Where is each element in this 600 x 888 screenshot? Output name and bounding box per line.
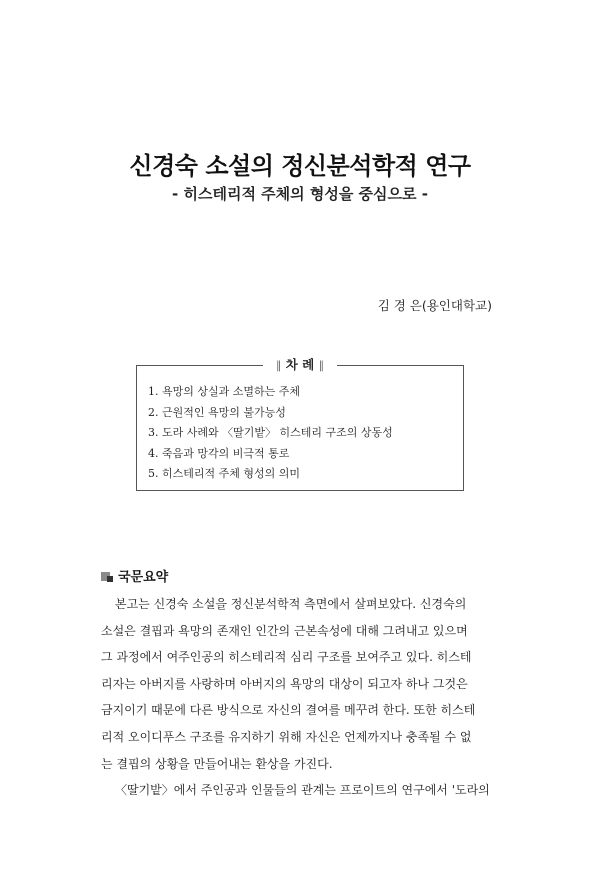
toc-title: 차 례 xyxy=(285,357,315,372)
square-bullet-icon xyxy=(101,569,115,582)
toc-list xyxy=(148,382,393,485)
toc-item: 2. 근원적인 욕망의 불가능성 xyxy=(148,405,286,419)
abstract-line: 〈딸기밭〉에서 주인공과 인물들의 관계는 프로이트의 연구에서 '도라의 xyxy=(115,783,490,798)
toc-bar-left: ∥ xyxy=(275,359,282,372)
abstract-body xyxy=(101,591,499,804)
abstract-line: 리적 오이디푸스 구조를 유지하기 위해 자신은 언제까지나 충족될 수 없 xyxy=(101,729,472,744)
abstract-line: 는 결핍의 상황을 만들어내는 환상을 가진다. xyxy=(101,756,333,771)
paper-subtitle: - 히스테리적 주체의 형성을 중심으로 - xyxy=(172,185,428,203)
toc-item: 3. 도라 사례와 〈딸기밭〉 히스테리 구조의 상동성 xyxy=(148,426,393,440)
abstract-line: 본고는 신경숙 소설을 정신분석학적 측면에서 살펴보았다. 신경숙의 xyxy=(115,597,467,611)
abstract-line: 리자는 아버지를 사랑하며 아버지의 욕망의 대상이 되고자 하나 그것은 xyxy=(101,676,468,691)
toc-item: 4. 죽음과 망각의 비극적 통로 xyxy=(148,446,290,460)
abstract-line: 금지이기 때문에 다른 방식으로 자신의 결여를 메꾸려 한다. 또한 히스테 xyxy=(101,703,476,718)
abstract-heading xyxy=(101,566,168,585)
toc-label xyxy=(263,355,337,373)
abstract-line: 그 과정에서 여주인공의 히스테리적 심리 구조를 보여주고 있다. 히스테 xyxy=(101,650,472,665)
abstract-line: 소설은 결핍과 욕망의 존재인 인간의 근본속성에 대해 그려내고 있으며 xyxy=(101,623,468,638)
toc-item: 5. 히스테리적 주체 형성의 의미 xyxy=(148,467,300,481)
toc-item: 1. 욕망의 상실과 소멸하는 주체 xyxy=(148,385,300,398)
author-affiliation: 김 경 은(용인대학교) xyxy=(377,298,492,313)
paper-title: 신경숙 소설의 정신분석학적 연구 xyxy=(129,152,471,180)
abstract-heading-text: 국문요약 xyxy=(118,570,169,585)
toc-bar-right: ∥ xyxy=(318,359,325,372)
